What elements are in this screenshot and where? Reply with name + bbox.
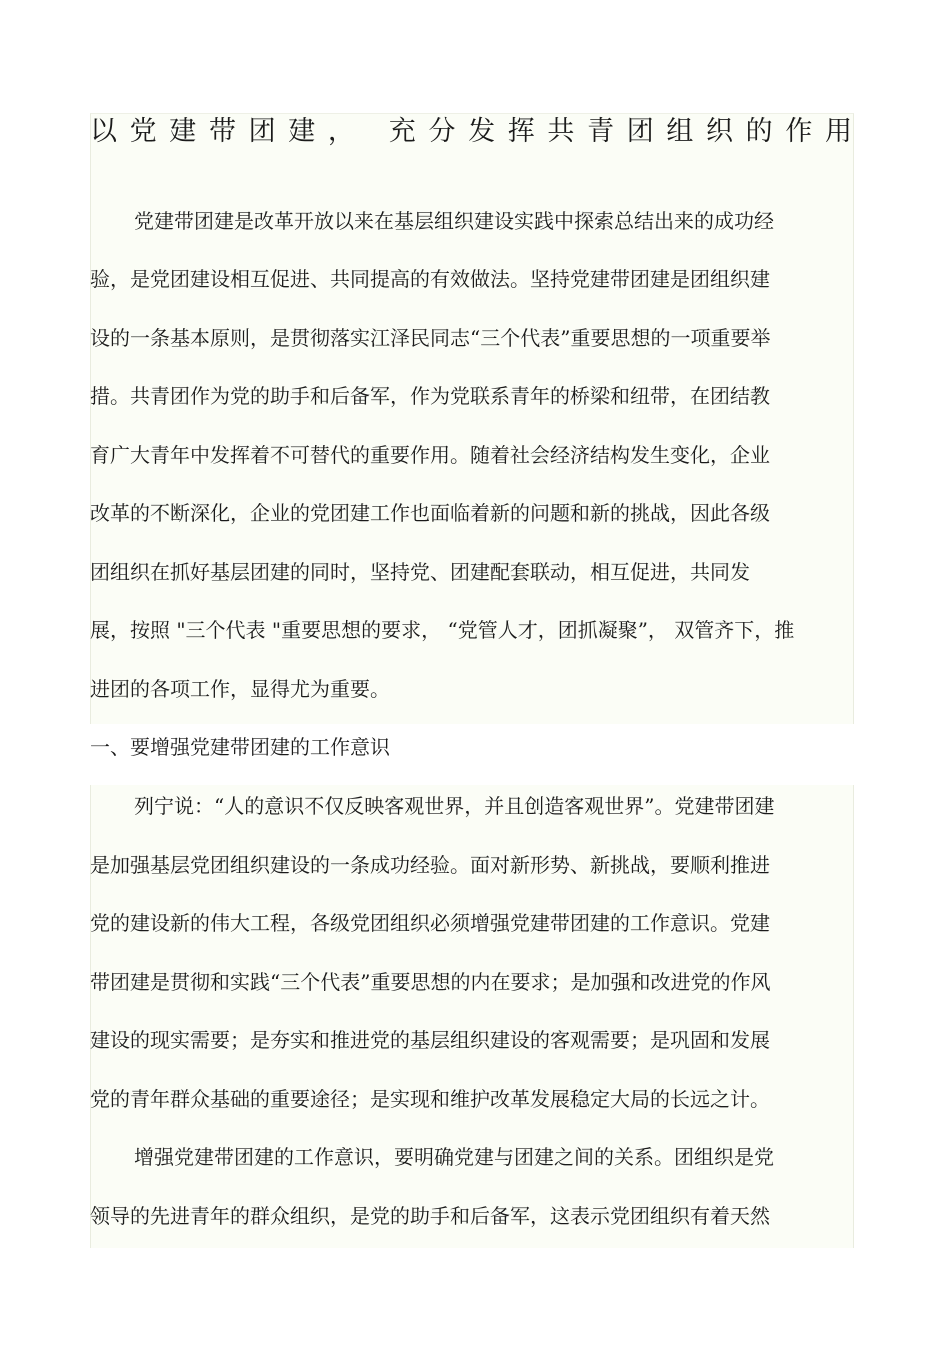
paragraph-1-line-4: 措。共青团作为党的助手和后备军，作为党联系青年的桥梁和纽带，在团结教 (90, 384, 770, 408)
paragraph-1-line-6: 改革的不断深化，企业的党团建工作也面临着新的问题和新的挑战，因此各级 (90, 501, 770, 525)
paragraph-3-line-1: 增强党建带团建的工作意识，要明确党建与团建之间的关系。团组织是党 (134, 1145, 774, 1169)
paragraph-2-line-1: 列宁说：“人的意识不仅反映客观世界，并且创造客观世界”。党建带团建 (134, 794, 775, 818)
paragraph-2-line-6: 党的青年群众基础的重要途径；是实现和维护改革发展稳定大局的长远之计。 (90, 1087, 770, 1111)
paragraph-1-line-8: 展，按照 "三个代表 "重要思想的要求， “党管人才，团抓凝聚”， 双管齐下，推 (90, 618, 795, 642)
paragraph-1-line-7: 团组织在抓好基层团建的同时，坚持党、团建配套联动，相互促进，共同发 (90, 560, 750, 584)
paragraph-1-line-2: 验，是党团建设相互促进、共同提高的有效做法。坚持党建带团建是团组织建 (90, 267, 770, 291)
paragraph-2-line-4: 带团建是贯彻和实践“三个代表”重要思想的内在要求；是加强和改进党的作风 (90, 970, 771, 994)
paragraph-1-line-5: 育广大青年中发挥着不可替代的重要作用。随着社会经济结构发生变化，企业 (90, 443, 770, 467)
paragraph-1-line-1: 党建带团建是改革开放以来在基层组织建设实践中探索总结出来的成功经 (134, 209, 774, 233)
paragraph-2-line-3: 党的建设新的伟大工程，各级党团组织必须增强党建带团建的工作意识。党建 (90, 911, 770, 935)
section-1-heading: 一、要增强党建带团建的工作意识 (90, 735, 390, 759)
paragraph-2-line-2: 是加强基层党团组织建设的一条成功经验。面对新形势、新挑战，要顺利推进 (90, 853, 770, 877)
paragraph-1-line-9: 进团的各项工作，显得尤为重要。 (90, 677, 390, 701)
document-title: 以党建带团建， 充分发挥共青团组织的作用 (90, 116, 852, 147)
paragraph-1-line-3: 设的一条基本原则，是贯彻落实江泽民同志“三个代表”重要思想的一项重要举 (90, 326, 771, 350)
paragraph-2-line-5: 建设的现实需要；是夯实和推进党的基层组织建设的客观需要；是巩固和发展 (90, 1028, 770, 1052)
paragraph-3-line-2: 领导的先进青年的群众组织，是党的助手和后备军，这表示党团组织有着天然 (90, 1204, 770, 1228)
